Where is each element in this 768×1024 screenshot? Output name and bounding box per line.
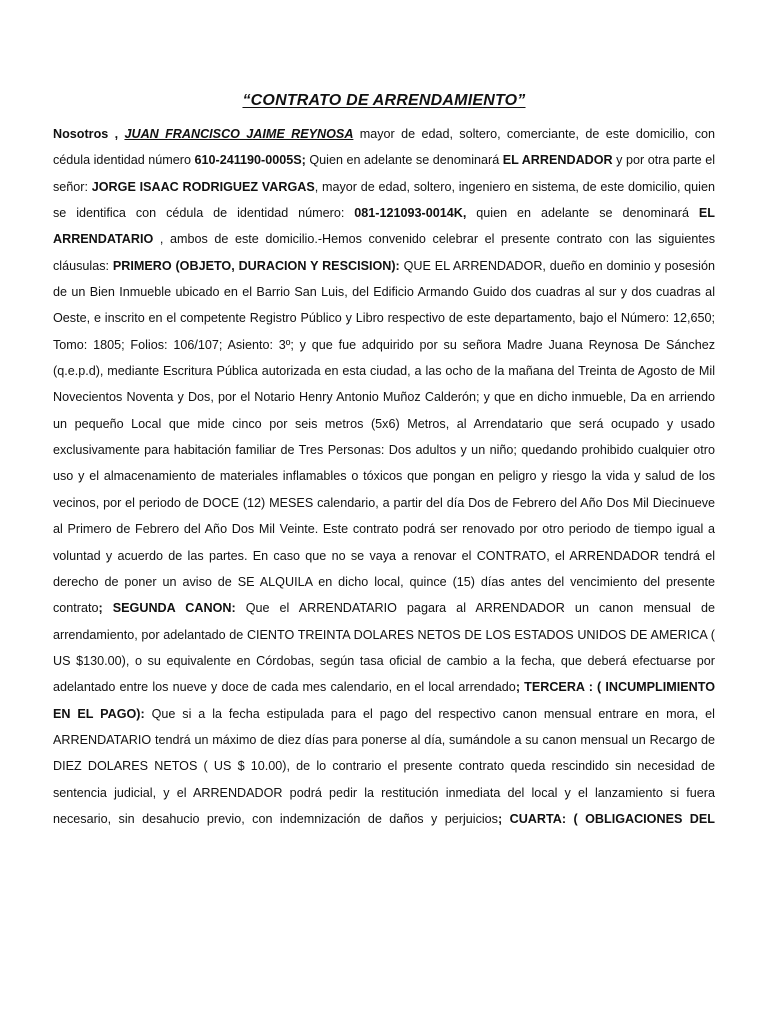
contract-text-segment: ; SEGUNDA CANON: bbox=[98, 601, 236, 616]
contract-text-segment: 610-241190-0005S; bbox=[194, 153, 306, 168]
document-title bbox=[0, 92, 768, 110]
contract-text-segment: Que el ARRENDATARIO pagara al ARRENDADOR un canon mensual de arrendamiento, por adelantado de CIENTO TREINTA DOLARES NETOS DE LOS ESTADOS UNIDOS DE AMERICA ( US $130.00), o su equivalente en Córdobas, según tasa oficial de cambio a la fecha, que deberá efectuarse por adelantado entre los nueve y doce de cada mes calendario, en el local arrendado bbox=[53, 601, 715, 695]
contract-text-segment: 081-121093-0014K, bbox=[354, 206, 467, 221]
contract-text-segment: JORGE ISAAC RODRIGUEZ VARGAS bbox=[91, 179, 315, 194]
contract-text-segment: Nosotros , bbox=[53, 127, 125, 141]
contract-text-segment: , mayor de edad, soltero, ingeniero en sistema, de este domicilio, quien se identifica con cédula de identidad número: bbox=[53, 179, 715, 221]
contract-text-segment: JUAN FRANCISCO JAIME REYNOSA bbox=[124, 127, 354, 141]
contract-text-segment: PRIMERO (OBJETO, DURACION Y RESCISION): bbox=[112, 258, 400, 273]
contract-text-segment: ; CUARTA: ( OBLIGACIONES DEL bbox=[497, 811, 715, 826]
contract-text-segment: Quien en adelante se denominará bbox=[305, 153, 503, 168]
contract-text-segment: quien en adelante se denominará bbox=[466, 206, 699, 221]
contract-text-segment: mayor de edad, soltero, comerciante, de este domicilio, con cédula identidad número bbox=[53, 127, 715, 168]
contract-text-segment: EL ARRENDADOR bbox=[502, 153, 613, 168]
contract-text-segment: , ambos de este domicilio.-Hemos convenido celebrar el presente contrato con las siguientes cláusulas: bbox=[53, 232, 715, 273]
contract-text-segment: y por otra parte el señor: bbox=[53, 153, 715, 194]
contract-text-segment: ; TERCERA : ( INCUMPLIMIENTO EN EL PAGO): bbox=[53, 680, 715, 721]
contract-text-segment: QUE EL ARRENDADOR, dueño en dominio y posesión de un Bien Inmueble ubicado en el Barrio San Luis, del Edificio Armando Guido dos cuadras al sur y dos cuadras al Oeste, e inscrito en el competente Registro Público y Libro respectivo de este departamento, bajo el Número: 12,650; Tomo: 1805; Folios: 106/107; Asiento: 3º; y que fue adquirido por su señora Madre Juana Reynosa De Sánchez (q.e.p.d), mediante Escritura Pública autorizada en esta ciudad, a las ocho de la mañana del Treinta de Agosto de Mil Novecientos Noventa y Dos, por el Notario Henry Antonio Muñoz Calderón; y que en dicho inmueble, Da en arriendo un pequeño Local que mide cinco por seis metros (5x6) Metros, al Arrendatario que será ocupado y usado exclusivamente para habitación familiar de Tres Personas: Dos adultos y un niño; quedando prohibido cualquier otro uso y el almacenamiento de materiales inflamables o tóxicos que pongan en peligro y riesgo la vida y salud de los vecinos, por el periodo de DOCE (12) MESES calendario, a partir del día Dos de Febrero del Año Dos Mil Diecinueve al Primero de Febrero del Año Dos Mil Veinte. Este contrato podrá ser renovado por otro periodo de tiempo igual a voluntad y acuerdo de las partes. En caso que no se vaya a renovar el CONTRATO, el ARRENDADOR tendrá el derecho de poner un aviso de SE ALQUILA en dicho local, quince (15) días antes del vencimiento del presente contrato bbox=[53, 258, 715, 616]
contract-body bbox=[53, 121, 715, 832]
contract-text-segment: Que si a la fecha estipulada para el pago del respectivo canon mensual entrare en mora, el ARRENDATARIO tendrá un máximo de diez días para ponerse al día, sumándole a su canon mensual un Recargo de DIEZ DOLARES NETOS ( US $ 10.00), de lo contrario el presente contrato queda rescindido sin necesidad de sentencia judicial, y el ARRENDADOR podrá pedir la restitución inmediata del local y el lanzamiento si fuera necesario, sin desahucio previo, con indemnización de daños y perjuicios bbox=[53, 706, 715, 826]
contract-text-segment: EL ARRENDATARIO bbox=[53, 206, 715, 247]
title-text: “CONTRATO DE ARRENDAMIENTO” bbox=[242, 92, 526, 109]
